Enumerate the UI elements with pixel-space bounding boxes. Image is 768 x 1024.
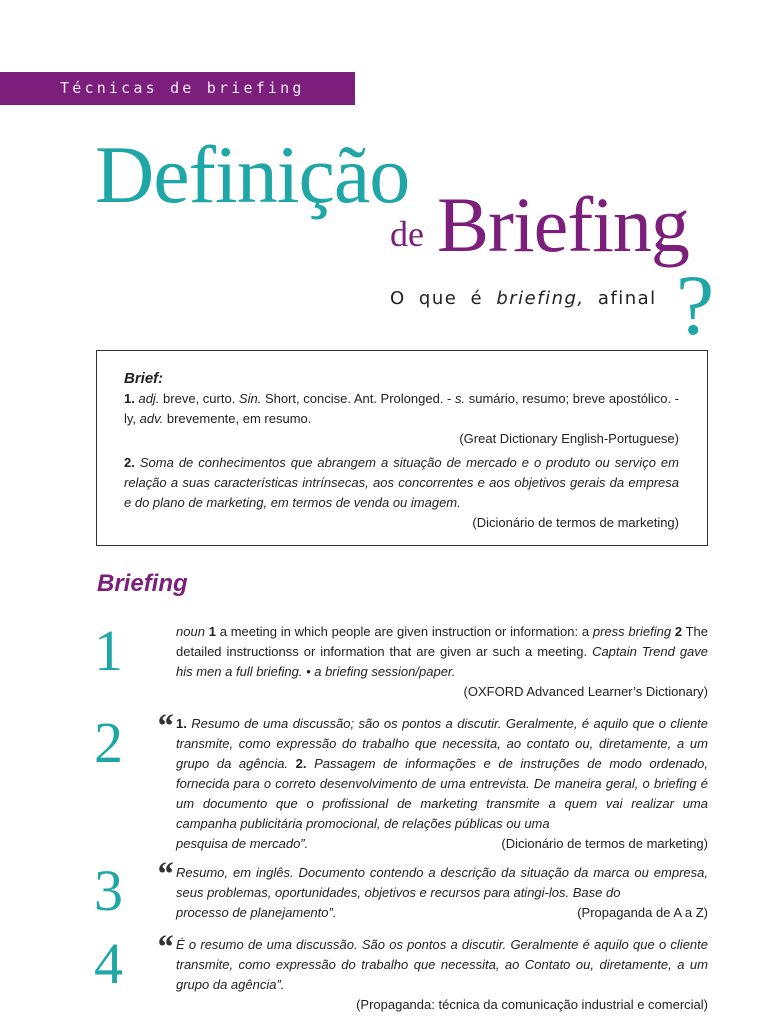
entry-2-sense-2: 2. bbox=[295, 756, 307, 771]
entry-1-part-d: Captain Trend gave his men a full briefing. • a briefing session/paper. bbox=[176, 644, 709, 679]
question-mark-glyph: ? bbox=[676, 257, 715, 353]
entry-3-text bbox=[176, 863, 708, 923]
entry-1-sense-2: 2 bbox=[671, 624, 683, 639]
entry-1-part-a: a meeting in which people are given instruction or information: a bbox=[215, 624, 593, 639]
entry-2-last-line: pesquisa de mercado”. bbox=[176, 836, 309, 851]
entry-2-sense-1: 1. bbox=[176, 716, 187, 731]
entry-1-part-b: press briefing bbox=[592, 624, 672, 639]
entry-3-quote-mark: “ bbox=[156, 856, 173, 893]
entry-3-source: (Propaganda de A a Z) bbox=[577, 905, 708, 920]
entry-number-1: 1 bbox=[94, 618, 123, 683]
entry-2-text bbox=[176, 714, 708, 854]
subtitle-post: afinal bbox=[584, 288, 657, 309]
page-title-line2: Briefing bbox=[437, 181, 689, 268]
entry-1-noun: noun bbox=[176, 624, 205, 639]
entry-1-sense-1: 1 bbox=[204, 624, 216, 639]
subtitle-emphasis: briefing, bbox=[496, 288, 585, 309]
entry-1-text bbox=[176, 622, 708, 702]
entry-1-part-c: The detailed instructionss or information that are given ar such a meeting. bbox=[176, 624, 708, 659]
definition-1 bbox=[124, 389, 679, 429]
entry-number-2: 2 bbox=[94, 710, 123, 775]
entry-2-part-a: Resumo de uma discussão; são os pontos a discutir. Geralmente, é aquilo que o cliente transmite, como expressão do trabalho que necessita, ao contato ou, diretamente, a um grupo da agência. bbox=[176, 716, 708, 771]
definition-2-text: Soma de conhecimentos que abrangem a situação de mercado e o produto ou serviço em relação a suas características intrínsecas, aos concorrentes e aos objetivos gerais da empresa e do plano de marketing, em termos de venda ou imagem. bbox=[124, 455, 679, 510]
entry-4-text bbox=[176, 935, 708, 1015]
entry-number-4: 4 bbox=[94, 931, 123, 996]
entry-2-source: (Dicionário de termos de marketing) bbox=[501, 836, 708, 851]
definition-1-text-d: brevemente, em resumo. bbox=[163, 411, 312, 426]
definition-1-adv: adv. bbox=[139, 411, 164, 426]
definition-1-s: s. bbox=[455, 391, 466, 406]
definition-1-pos: adj. bbox=[138, 391, 160, 406]
page-title-connector: de bbox=[390, 214, 424, 254]
entry-4-source: (Propaganda: técnica da comunicação industrial e comercial) bbox=[356, 997, 708, 1012]
entry-4-quote-mark: “ bbox=[156, 929, 173, 966]
definition-1-number: 1. bbox=[124, 391, 135, 406]
definition-heading: Brief: bbox=[124, 370, 164, 387]
definition-2-source: (Dicionário de termos de marketing) bbox=[472, 515, 679, 530]
definition-1-sin: Sin. bbox=[238, 391, 262, 406]
definition-2 bbox=[124, 453, 679, 513]
definition-1-text-b: Short, concise. Ant. Prolonged. - bbox=[261, 391, 455, 406]
entry-number-3: 3 bbox=[94, 858, 123, 923]
entry-3-body: Resumo, em inglês. Documento contendo a descrição da situação da marca ou empresa, seus problemas, oportunidades, objetivos e recursos para atingi-los. Base do bbox=[176, 865, 708, 900]
definition-box bbox=[96, 350, 708, 546]
definition-1-text-c: sumário, resumo; breve apostólico. -ly, bbox=[124, 391, 679, 426]
entry-1-source: (OXFORD Advanced Learner’s Dictionary) bbox=[463, 684, 708, 699]
entry-2-quote-mark: “ bbox=[156, 708, 173, 745]
subtitle-pre: O que é bbox=[390, 288, 497, 309]
section-heading: Briefing bbox=[97, 570, 188, 597]
entry-3-last-line: processo de planejamento”. bbox=[176, 905, 337, 920]
section-banner: Técnicas de briefing bbox=[0, 72, 355, 105]
entry-2-part-b: Passagem de informações e de instruções de modo ordenado, fornecida para o correto desenvolvimento de uma entrevista. De maneira geral, o briefing é um documento que o profissional de marketing transmite a quem vai realizar uma campanha publicitária promocional, de relações públicas ou uma bbox=[176, 756, 708, 831]
page-subtitle bbox=[390, 288, 657, 309]
page-title-line1: Definição bbox=[95, 129, 410, 220]
definition-2-number: 2. bbox=[124, 455, 135, 470]
definition-1-source: (Great Dictionary English-Portuguese) bbox=[459, 431, 679, 446]
definition-1-text-a: breve, curto. bbox=[159, 391, 239, 406]
entry-4-body: É o resumo de uma discussão. São os pontos a discutir. Geralmente é aquilo que o cliente transmite, como expressão do trabalho que necessita, ao Contato ou, diretamente, a um grupo da agência”. bbox=[176, 937, 708, 992]
